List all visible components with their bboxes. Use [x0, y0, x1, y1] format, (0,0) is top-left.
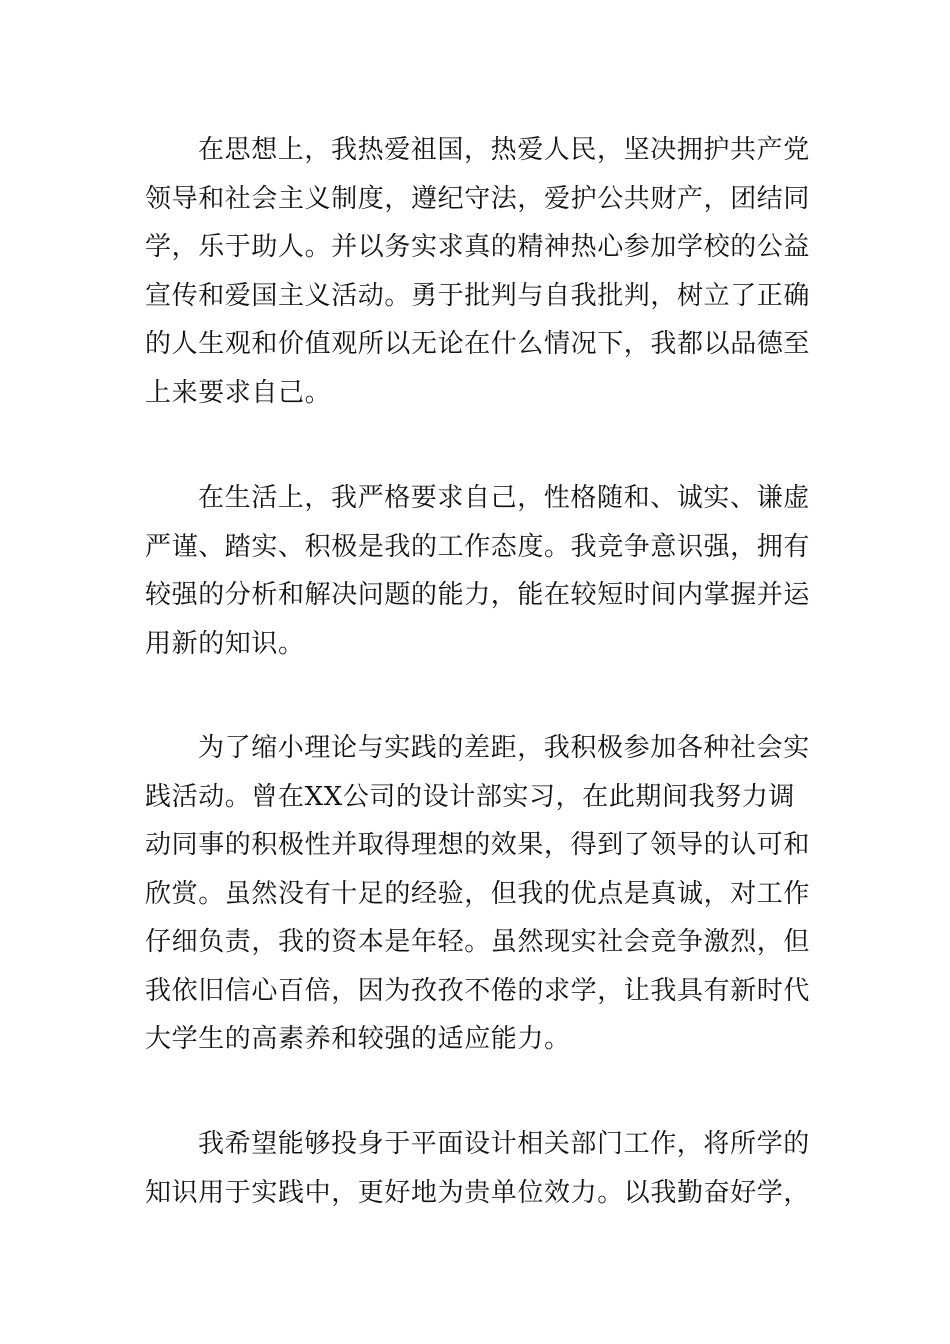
paragraph-thoughts: 在思想上，我热爱祖国，热爱人民，坚决拥护共产党领导和社会主义制度，遵纪守法，爱护公共财产，团结同学，乐于助人。并以务实求真的精神热心参加学校的公益宣传和爱国主义活动。勇于批判与自我批判，树立了正确的人生观和价值观所以无论在什么情况下，我都以品德至上来要求自己。 — [145, 135, 811, 408]
paragraph-aspiration: 我希望能够投身于平面设计相关部门工作，将所学的知识用于实践中，更好地为贵单位效力。以我勤奋好学， — [145, 1129, 811, 1208]
paragraph-practice: 为了缩小理论与实践的差距，我积极参加各种社会实践活动。曾在XX公司的设计部实习，在此期间我努力调动同事的积极性并取得理想的效果，得到了领导的认可和欣赏。虽然没有十足的经验，但我的优点是真诚，对工作仔细负责，我的资本是年轻。虽然现实社会竞争激烈，但我依旧信心百倍，因为孜孜不倦的求学，让我具有新时代大学生的高素养和较强的适应能力。 — [145, 733, 811, 1054]
paragraph-life: 在生活上，我严格要求自己，性格随和、诚实、谦虚严谨、踏实、积极是我的工作态度。我竞争意识强，拥有较强的分析和解决问题的能力，能在较短时间内掌握并运用新的知识。 — [145, 483, 811, 659]
